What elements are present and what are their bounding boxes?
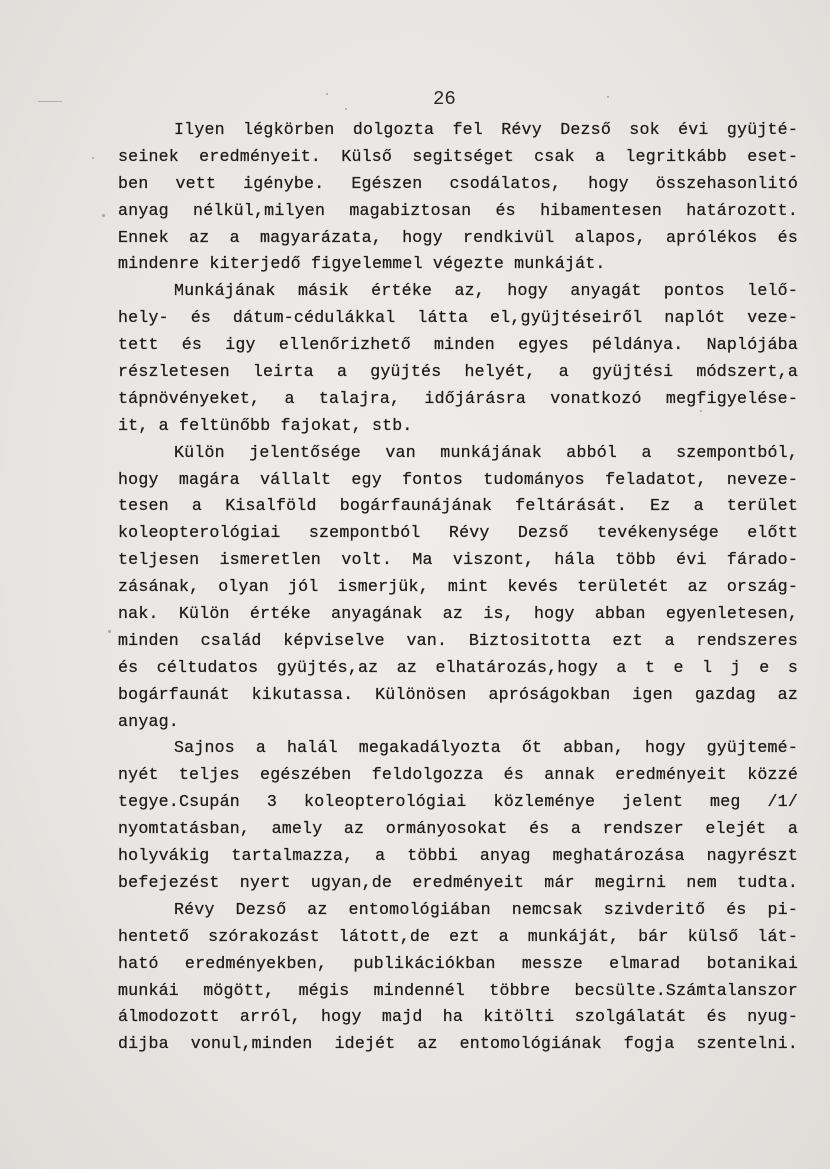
text-line: ben vett igénybe. Egészen csodálatos, hogy összehasonlitó [118, 173, 798, 193]
text-line: Ennek az a magyarázata, hogy rendkivül alapos, aprólékos és [118, 227, 798, 247]
scan-speck [108, 630, 111, 633]
text-line: befejezést nyert ugyan,de eredményeit már megirni nem tudta. [118, 872, 798, 892]
text-line: álmodozott arról, hogy majd ha kitölti szolgálatát és nyug- [118, 1007, 798, 1027]
text-line: hely- és dátum-cédulákkal látta el,gyüjtéseiről naplót veze- [118, 308, 798, 328]
scan-speck [326, 93, 328, 95]
text-line: bogárfaunát kikutassa. Különösen apróságokban igen gazdag az [118, 684, 798, 704]
text-line: tegye.Csupán 3 koleopterológiai közleménye jelent meg /1/ [118, 792, 798, 812]
scan-speck [92, 157, 94, 159]
text-line: tett és igy ellenőrizhető minden egyes példánya. Naplójába [118, 335, 798, 355]
text-line: hogy magára vállalt egy fontos tudományos feladatot, neveze- [118, 469, 798, 489]
text-line: it, a feltünőbb fajokat, stb. [118, 415, 413, 435]
text-line: Sajnos a halál megakadályozta őt abban, hogy gyüjtemé- [174, 738, 798, 758]
text-line: tápnövényeket, a talajra, időjárásra vonatkozó megfigyelése- [118, 388, 798, 408]
text-line: mindenre kiterjedő figyelemmel végezte munkáját. [118, 254, 606, 274]
text-line: nyomtatásban, amely az ormányosokat és a rendszer elejét a [118, 819, 798, 839]
text-line: nyét teljes egészében feldolgozza és annak eredményeit közzé [118, 765, 798, 785]
text-line: munkái mögött, mégis mindennél többre becsülte.Számtalanszor [118, 980, 798, 1000]
text-line: nak. Külön értéke anyagának az is, hogy abban egyenletesen, [118, 604, 798, 624]
text-line: Munkájának másik értéke az, hogy anyagát pontos lelő- [174, 281, 798, 301]
text-line: Révy Dezső az entomológiában nemcsak szivderitő és pi- [174, 899, 798, 919]
text-line: minden család képviselve van. Biztositotta ezt a rendszeres [118, 630, 798, 650]
text-line: holyvákig tartalmazza, a többi anyag meghatározása nagyrészt [118, 846, 798, 866]
text-line: anyag. [118, 711, 179, 731]
text-line: anyag nélkül,milyen magabiztosan és hibamentesen határozott. [118, 200, 798, 220]
page-number: 26 [433, 88, 456, 110]
text-line: és céltudatos gyüjtés,az az elhatározás,hogy a t e l j e s [118, 657, 798, 677]
text-line: seinek eredményeit. Külső segitséget csak a legritkább eset- [118, 146, 798, 166]
text-line: tesen a Kisalföld bogárfaunájának feltárását. Ez a terület [118, 496, 798, 516]
text-line: Külön jelentősége van munkájának abból a szempontból, [174, 442, 798, 462]
scan-speck [345, 108, 347, 110]
body-text [118, 117, 798, 1058]
text-line: részletesen leirta a gyüjtés helyét, a gyüjtési módszert,a [118, 362, 798, 382]
text-line: ható eredményekben, publikációkban messze elmarad botanikai [118, 953, 798, 973]
scan-speck [607, 96, 609, 98]
text-line: Ilyen légkörben dolgozta fel Révy Dezső sok évi gyüjté- [174, 120, 798, 139]
text-line: zásának, olyan jól ismerjük, mint kevés területét az ország- [118, 577, 798, 597]
text-line: koleopterológiai szempontból Révy Dezső tevékenysége előtt [118, 523, 798, 543]
text-line: teljesen ismeretlen volt. Ma viszont, hála több évi fárado- [118, 550, 798, 570]
scan-mark [38, 101, 62, 102]
scan-speck [102, 214, 105, 217]
text-line: dijba vonul,minden idejét az entomológiának fogja szentelni. [118, 1034, 798, 1054]
text-line: hentető szórakozást látott,de ezt a munkáját, bár külső lát- [118, 926, 798, 946]
